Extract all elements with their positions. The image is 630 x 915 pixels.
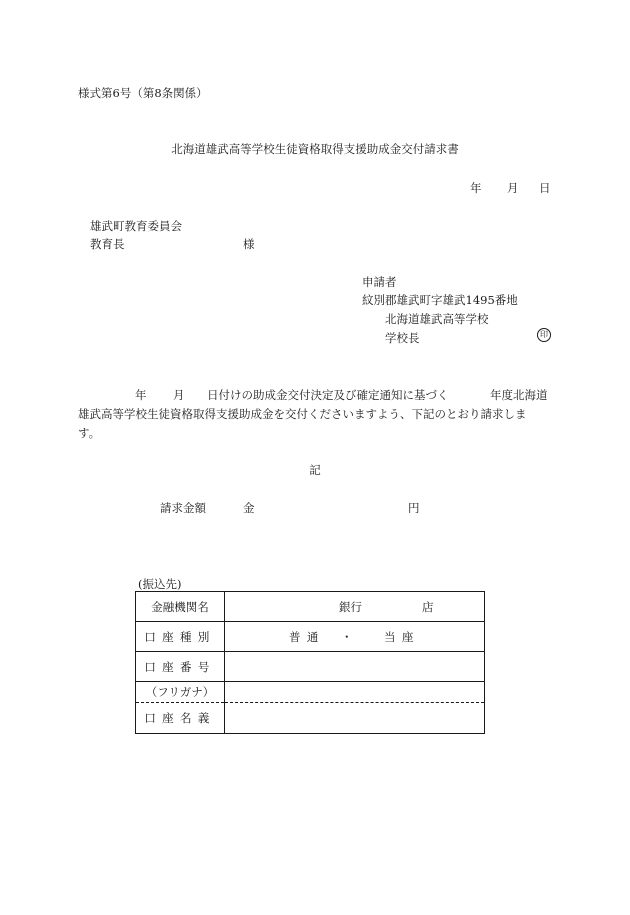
- body-line-2: 雄武高等学校生徒資格取得支援助成金を交付くださいますよう、下記のとおり請求しま: [78, 407, 527, 421]
- date-day: 日: [539, 181, 551, 195]
- amount-kin: 金: [243, 501, 255, 515]
- account-type-value[interactable]: [225, 622, 485, 652]
- addressee-honorific: 様: [243, 237, 255, 251]
- account-type-current[interactable]: 当座: [384, 630, 420, 644]
- table-row: [136, 592, 485, 622]
- body-text-2: 年度北海道: [490, 388, 548, 402]
- body-year: 年: [135, 388, 147, 402]
- document-title: 北海道雄武高等学校生徒資格取得支援助成金交付請求書: [171, 142, 459, 156]
- institution-value[interactable]: [225, 592, 485, 622]
- amount-yen: 円: [408, 501, 420, 515]
- institution-label: 金融機関名: [136, 592, 225, 622]
- bank-table: [135, 591, 485, 734]
- table-row: [136, 703, 485, 734]
- account-type-ordinary[interactable]: 普通: [289, 630, 325, 644]
- date-month: 月: [507, 181, 519, 195]
- body-text-1: 日付けの助成金交付決定及び確定通知に基づく: [207, 388, 449, 402]
- account-name-label: 口座名義: [136, 703, 225, 734]
- addressee-organization: 雄武町教育委員会: [90, 219, 182, 233]
- branch-word: 店: [422, 600, 434, 614]
- body-month: 月: [173, 388, 185, 402]
- account-number-value[interactable]: [225, 652, 485, 682]
- date-year: 年: [470, 181, 482, 195]
- amount-label: 請求金額: [160, 501, 206, 515]
- form-number: 様式第6号（第8条関係）: [78, 86, 208, 100]
- account-number-label: 口座番号: [136, 652, 225, 682]
- ki-heading: 記: [309, 463, 321, 477]
- furigana-value[interactable]: [225, 682, 485, 703]
- applicant-school: 北海道雄武高等学校: [385, 312, 489, 326]
- account-type-dot: ・: [341, 630, 353, 644]
- account-name-value[interactable]: [225, 703, 485, 734]
- account-type-label: 口座種別: [136, 622, 225, 652]
- table-row: [136, 682, 485, 703]
- seal-mark: 印: [537, 328, 551, 342]
- bank-caption: (振込先): [138, 577, 182, 591]
- bank-word: 銀行: [339, 600, 362, 614]
- applicant-title: 学校長: [385, 331, 420, 345]
- body-line-3: す。: [78, 426, 101, 440]
- addressee-title: 教育長: [90, 237, 125, 251]
- applicant-address: 紋別郡雄武町字雄武1495番地: [362, 293, 518, 307]
- table-row: [136, 622, 485, 652]
- furigana-label: （フリガナ）: [136, 682, 225, 703]
- applicant-label: 申請者: [362, 275, 397, 289]
- table-row: [136, 652, 485, 682]
